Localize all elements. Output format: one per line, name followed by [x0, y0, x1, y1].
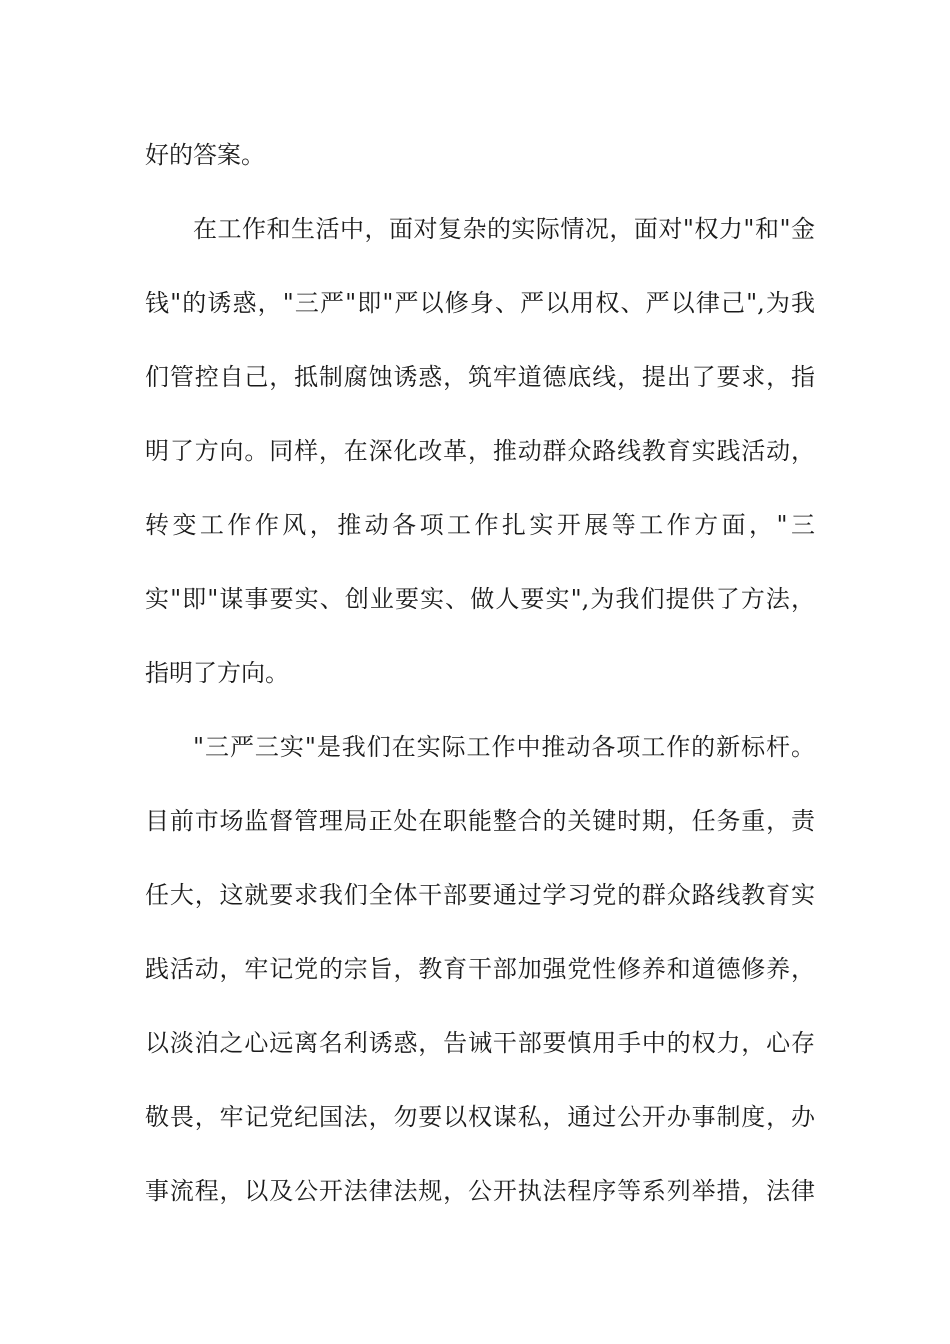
text-line: 实"即"谋事要实、创业要实、做人要实",为我们提供了方法，: [145, 585, 815, 613]
text-line: 明了方向。同样，在深化改革，推动群众路线教育实践活动，: [145, 437, 815, 465]
text-line: 指明了方向。: [145, 659, 289, 687]
text-line: 在工作和生活中，面对复杂的实际情况，面对"权力"和"金: [193, 215, 815, 243]
text-line: 目前市场监督管理局正处在职能整合的关键时期，任务重，责: [145, 807, 815, 835]
text-line: 钱"的诱惑，"三严"即"严以修身、严以用权、严以律己",为我: [145, 289, 815, 317]
text-line: 以淡泊之心远离名利诱惑，告诫干部要慎用手中的权力，心存: [145, 1029, 815, 1057]
text-line: 践活动，牢记党的宗旨，教育干部加强党性修养和道德修养，: [145, 955, 815, 983]
body-text: [145, 118, 815, 1228]
text-line: 任大，这就要求我们全体干部要通过学习党的群众路线教育实: [145, 881, 815, 909]
text-line: 事流程，以及公开法律法规，公开执法程序等系列举措，法律: [145, 1177, 815, 1205]
text-line: 们管控自己，抵制腐蚀诱惑，筑牢道德底线，提出了要求，指: [145, 363, 815, 391]
text-line: 敬畏，牢记党纪国法，勿要以权谋私，通过公开办事制度，办: [145, 1103, 815, 1131]
text-line: 好的答案。: [145, 141, 265, 169]
text-line: "三严三实"是我们在实际工作中推动各项工作的新标杆。: [193, 733, 815, 761]
text-line: 转变工作作风，推动各项工作扎实开展等工作方面，"三: [145, 511, 815, 539]
